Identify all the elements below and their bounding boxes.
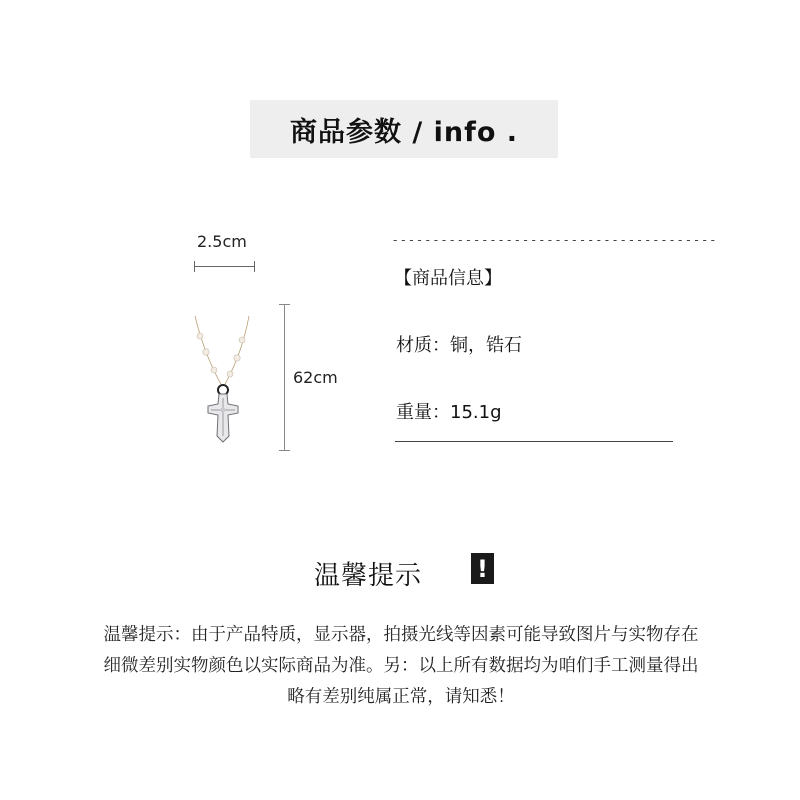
length-dimension-line bbox=[284, 304, 285, 450]
info-bottom-divider bbox=[395, 441, 673, 442]
exclamation-icon: ! bbox=[471, 553, 494, 584]
width-dimension-label: 2.5cm bbox=[197, 232, 247, 251]
info-top-dashed-divider: - - - - - - - - - - - - - - - - - - - - - - - - - - - - - - - - - - - - - - - - bbox=[393, 233, 715, 247]
notice-body bbox=[40, 620, 762, 713]
notice-title: 温馨提示 bbox=[314, 561, 423, 591]
notice-line: 细微差别实物颜色以实际商品为准。另：以上所有数据均为咱们手工测量得出 bbox=[103, 656, 699, 676]
notice-line: 温馨提示：由于产品特质，显示器，拍摄光线等因素可能导致图片与实物存在 bbox=[103, 625, 699, 645]
width-dimension-line bbox=[194, 266, 255, 267]
length-dimension-cap-bottom bbox=[279, 450, 290, 451]
product-info-heading: 【商品信息】 bbox=[394, 268, 502, 289]
width-dimension-cap-right bbox=[254, 261, 255, 272]
product-material: 材质：铜，锆石 bbox=[396, 335, 522, 356]
length-dimension-cap-top bbox=[279, 304, 290, 305]
notice-line: 略有差别纯属正常，请知悉！ bbox=[287, 687, 515, 707]
page-title: 商品参数 / info . bbox=[289, 116, 519, 148]
necklace-product-image bbox=[192, 314, 252, 444]
product-weight: 重量：15.1g bbox=[396, 402, 502, 423]
page-title-box bbox=[250, 100, 558, 158]
length-dimension-label: 62cm bbox=[293, 368, 338, 387]
width-dimension-cap-left bbox=[194, 261, 195, 272]
